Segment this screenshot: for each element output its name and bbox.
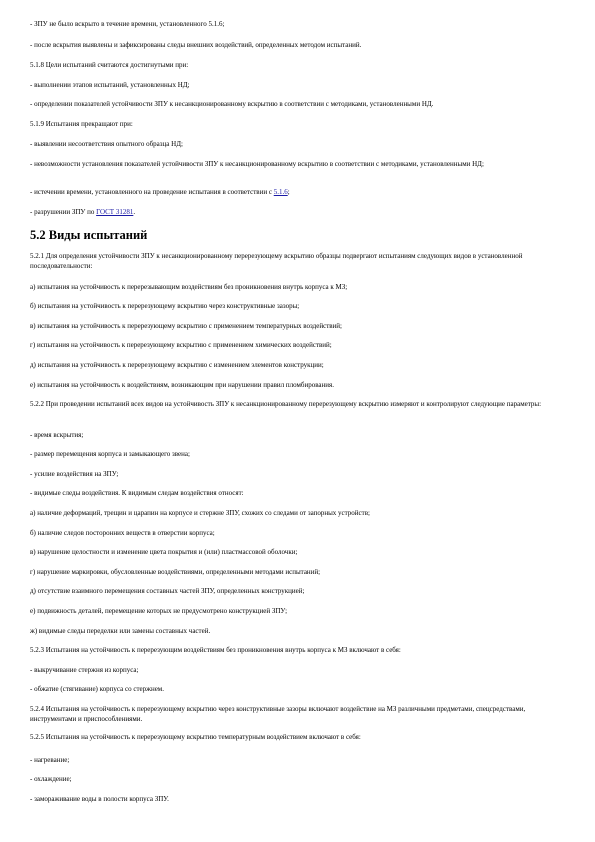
paragraph-text: . bbox=[133, 208, 136, 216]
paragraph-text: 5.2.3 Испытания на устойчивость к перерезующим воздействиям без проникновения внутрь корпуса к МЗ включают в себя: bbox=[30, 646, 401, 654]
paragraph-text: 5.2.1 Для определения устойчивости ЗПУ к несанкционированному перерезующему вскрытию образцы подвергают испытаниям следующих видов в установленной последовательности: bbox=[30, 252, 523, 270]
list-item bbox=[30, 431, 570, 441]
paragraph bbox=[30, 20, 570, 30]
paragraph bbox=[30, 188, 570, 198]
paragraph-text: в) испытания на устойчивость к перерезующему вскрытию с применением температурных воздействий; bbox=[30, 322, 342, 330]
paragraph-text: - видимые следы воздействия. К видимым следам воздействия относят: bbox=[30, 489, 244, 497]
list-item bbox=[30, 322, 570, 332]
list-item bbox=[30, 627, 570, 637]
clause-paragraph bbox=[30, 400, 570, 410]
paragraph-text: - нагревание; bbox=[30, 756, 70, 764]
list-item bbox=[30, 666, 570, 676]
clause-paragraph bbox=[30, 646, 570, 656]
paragraph-text: 5.2.5 Испытания на устойчивость к перерезующему вскрытию температурным воздействием включают в себя: bbox=[30, 733, 361, 741]
clause-5-1-6-link[interactable]: 5.1.6 bbox=[273, 188, 288, 196]
paragraph-text: - ЗПУ не было вскрыто в течение времени, установленного 5.1.6; bbox=[30, 20, 225, 28]
list-item bbox=[30, 529, 570, 539]
paragraph-text: а) испытания на устойчивость к перерезывающим воздействиям без проникновения внутрь корпуса к МЗ; bbox=[30, 283, 348, 291]
list-item bbox=[30, 607, 570, 617]
paragraph-text: ; bbox=[287, 188, 290, 196]
list-item bbox=[30, 775, 570, 785]
paragraph-text: - время вскрытия; bbox=[30, 431, 84, 439]
paragraph bbox=[30, 160, 570, 170]
paragraph bbox=[30, 208, 570, 218]
paragraph-text: г) нарушение маркировки, обусловленные воздействиями, определенными методами испытаний; bbox=[30, 568, 321, 576]
paragraph bbox=[30, 41, 570, 51]
paragraph-text: 5.1.9 Испытания прекращают при: bbox=[30, 120, 133, 128]
paragraph-text: - выполнении этапов испытаний, установленных НД; bbox=[30, 81, 190, 89]
paragraph-text: - обжатие (стягивание) корпуса со стержнем. bbox=[30, 685, 164, 693]
list-item bbox=[30, 685, 570, 695]
list-item bbox=[30, 489, 570, 499]
paragraph bbox=[30, 140, 570, 150]
list-item bbox=[30, 509, 570, 519]
paragraph-text: - истечении времени, установленного на проведение испытания в соответствии с bbox=[30, 188, 274, 196]
paragraph-text: 5.2.2 При проведении испытаний всех видов на устойчивость ЗПУ к несанкционированному перерезующему вскрытию измеряют и контролируют следующие параметры: bbox=[30, 400, 542, 408]
paragraph-text: - замораживание воды в полости корпуса ЗПУ. bbox=[30, 795, 169, 803]
paragraph-text: - выкручивание стержня из корпуса; bbox=[30, 666, 139, 674]
list-item bbox=[30, 450, 570, 460]
list-item bbox=[30, 568, 570, 578]
paragraph-text: - разрушении ЗПУ по bbox=[30, 208, 97, 216]
paragraph-text: е) подвижность деталей, перемещение которых не предусмотрено конструкцией ЗПУ; bbox=[30, 607, 288, 615]
paragraph-text: д) испытания на устойчивость к перерезующему вскрытию с изменением элементов конструкции; bbox=[30, 361, 324, 369]
list-item bbox=[30, 381, 570, 391]
paragraph-text: - охлаждение; bbox=[30, 775, 72, 783]
list-item bbox=[30, 548, 570, 558]
paragraph-text: 5.2.4 Испытания на устойчивость к перерезующему вскрытию через конструктивные зазоры включают воздействие на МЗ различными предметами, спецсредствами, инструментами и приспособлениями. bbox=[30, 705, 526, 723]
paragraph bbox=[30, 81, 570, 91]
paragraph-text: в) нарушение целостности и изменение цвета покрытия и (или) пластмассовой оболочки; bbox=[30, 548, 298, 556]
paragraph-text: а) наличие деформаций, трещин и царапин на корпусе и стержне ЗПУ, схожих со следами от запорных устройств; bbox=[30, 509, 370, 517]
clause-paragraph bbox=[30, 120, 570, 130]
paragraph-text: б) наличие следов посторонних веществ в отверстии корпуса; bbox=[30, 529, 215, 537]
paragraph bbox=[30, 100, 570, 110]
paragraph-text: б) испытания на устойчивость к перерезующему вскрытию через конструктивные зазоры; bbox=[30, 302, 300, 310]
paragraph-text: г) испытания на устойчивость к перерезующему вскрытию с применением химических воздействий; bbox=[30, 341, 332, 349]
paragraph-text: ж) видимые следы переделки или замены составных частей. bbox=[30, 627, 211, 635]
paragraph-text: е) испытания на устойчивость к воздействиям, возникающим при нарушении правил пломбирования. bbox=[30, 381, 334, 389]
list-item bbox=[30, 283, 570, 293]
paragraph-text: - после вскрытия выявлены и зафиксированы следы внешних воздействий, определенных методом испытаний. bbox=[30, 41, 362, 49]
list-item bbox=[30, 795, 570, 805]
clause-paragraph bbox=[30, 733, 570, 743]
paragraph-text: - размер перемещения корпуса и замыкающего звена; bbox=[30, 450, 190, 458]
paragraph-text: 5.1.8 Цели испытаний считаются достигнутыми при: bbox=[30, 61, 189, 69]
paragraph-text: - определении показателей устойчивости ЗПУ к несанкционированному вскрытию в соответствии с методиками, установленными НД. bbox=[30, 100, 434, 108]
list-item bbox=[30, 587, 570, 597]
paragraph-text: - невозможности установления показателей устойчивости ЗПУ к несанкционированному вскрытию в соответствии с методиками, установленными НД; bbox=[30, 160, 484, 168]
clause-paragraph bbox=[30, 705, 570, 724]
list-item bbox=[30, 302, 570, 312]
list-item bbox=[30, 756, 570, 766]
paragraph-text: - усилие воздействия на ЗПУ; bbox=[30, 470, 119, 478]
gost-31281-link[interactable]: ГОСТ 31281 bbox=[96, 208, 134, 216]
list-item bbox=[30, 470, 570, 480]
clause-paragraph bbox=[30, 61, 570, 71]
paragraph-text: - выявлении несоответствия опытного образца НД; bbox=[30, 140, 183, 148]
section-heading: 5.2 Виды испытаний bbox=[30, 228, 148, 242]
clause-paragraph bbox=[30, 252, 570, 271]
list-item bbox=[30, 341, 570, 351]
list-item bbox=[30, 361, 570, 371]
paragraph-text: д) отсутствие взаимного перемещения составных частей ЗПУ, определенных конструкцией; bbox=[30, 587, 305, 595]
